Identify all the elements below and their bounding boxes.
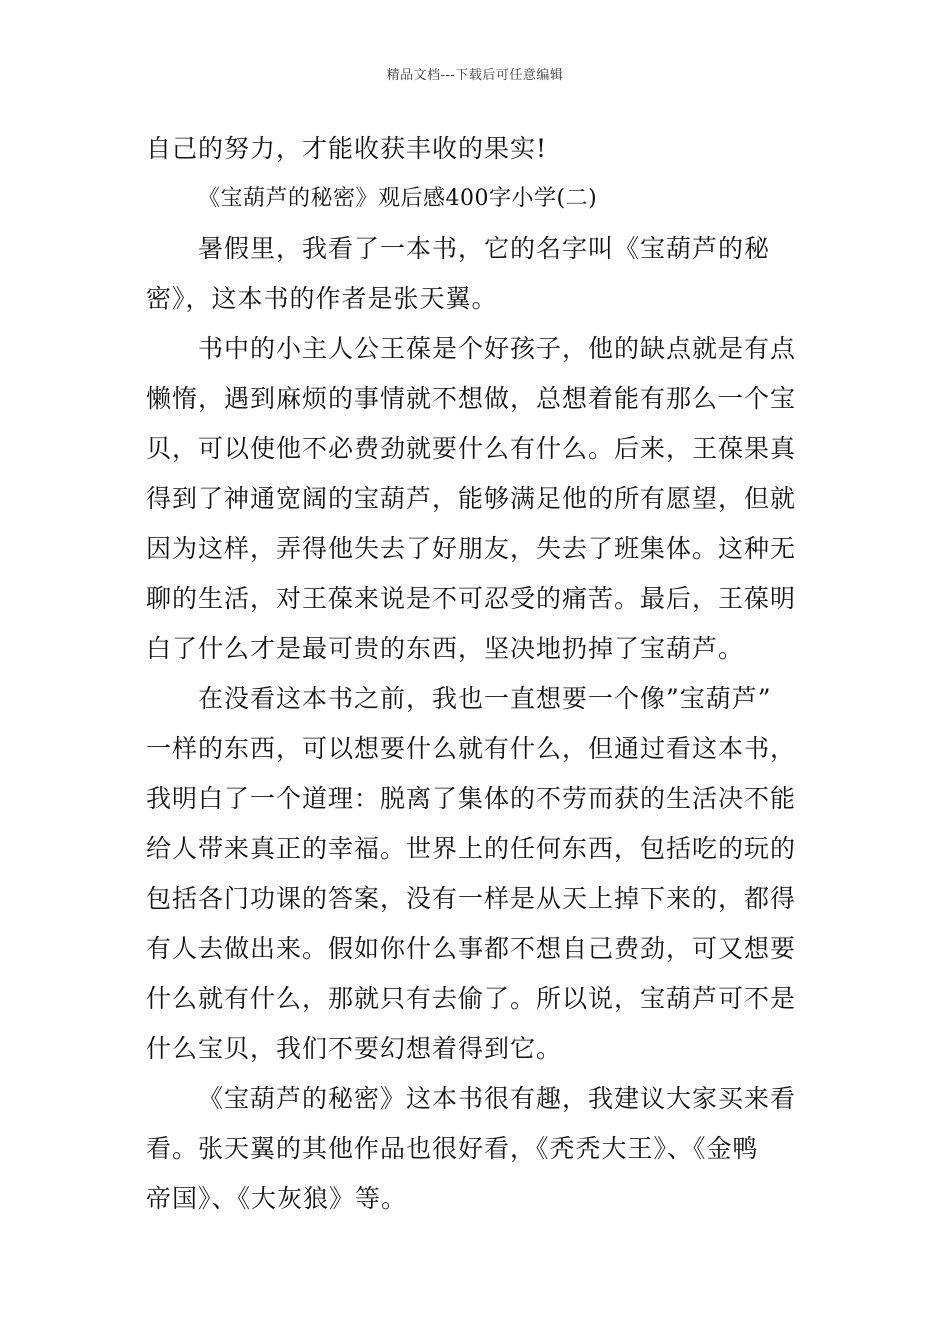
text-line: 我明白了一个道理：脱离了集体的不劳而获的生活决不能 [146,784,797,813]
text-line: 包括各门功课的答案，没有一样是从天上掉下来的，都得 [146,884,797,913]
text-line: 自己的努力，才能收获丰收的果实! [146,134,548,163]
text-line: 什么宝贝，我们不要幻想着得到它。 [146,1034,563,1063]
text-line: 聊的生活，对王葆来说是不可忍受的痛苦。最后，王葆明 [146,584,797,613]
text-line: 帝国》、《大灰狼》等。 [146,1184,408,1213]
text-line: 一样的东西，可以想要什么就有什么，但通过看这本书， [146,734,797,763]
text-line: 什么就有什么，那就只有去偷了。所以说，宝葫芦可不是 [146,984,797,1013]
section-title: 《宝葫芦的秘密》观后感400字小学(二) [198,186,598,211]
text-line: 懒惰，遇到麻烦的事情就不想做，总想着能有那么一个宝 [146,384,797,413]
text-line: 因为这样，弄得他失去了好朋友，失去了班集体。这种无 [146,534,797,563]
page-header: 精品文档---下载后可任意编辑 [386,68,564,83]
text-line: 给人带来真正的幸福。世界上的任何东西，包括吃的玩的 [146,834,797,863]
text-line: 看。张天翼的其他作品也很好看，《秃秃大王》、《金鸭 [146,1134,759,1163]
paragraph-line: 在没看这本书之前，我也一直想要一个像”宝葫芦” [198,684,772,713]
paragraph-line: 书中的小主人公王葆是个好孩子，他的缺点就是有点 [198,334,797,363]
paragraph-line: 暑假里，我看了一本书，它的名字叫《宝葫芦的秘 [198,234,771,263]
text-line: 贝，可以使他不必费劲就要什么有什么。后来，王葆果真 [146,434,797,463]
document-body [146,124,810,1224]
text-line: 有人去做出来。假如你什么事都不想自己费劲，可又想要 [146,934,797,963]
text-line: 白了什么才是最可贵的东西，坚决地扔掉了宝葫芦。 [146,634,745,663]
paragraph-line: 《宝葫芦的秘密》这本书很有趣，我建议大家买来看 [198,1084,797,1113]
text-line: 得到了神通宽阔的宝葫芦，能够满足他的所有愿望，但就 [146,484,797,513]
text-line: 密》，这本书的作者是张天翼。 [146,284,498,313]
